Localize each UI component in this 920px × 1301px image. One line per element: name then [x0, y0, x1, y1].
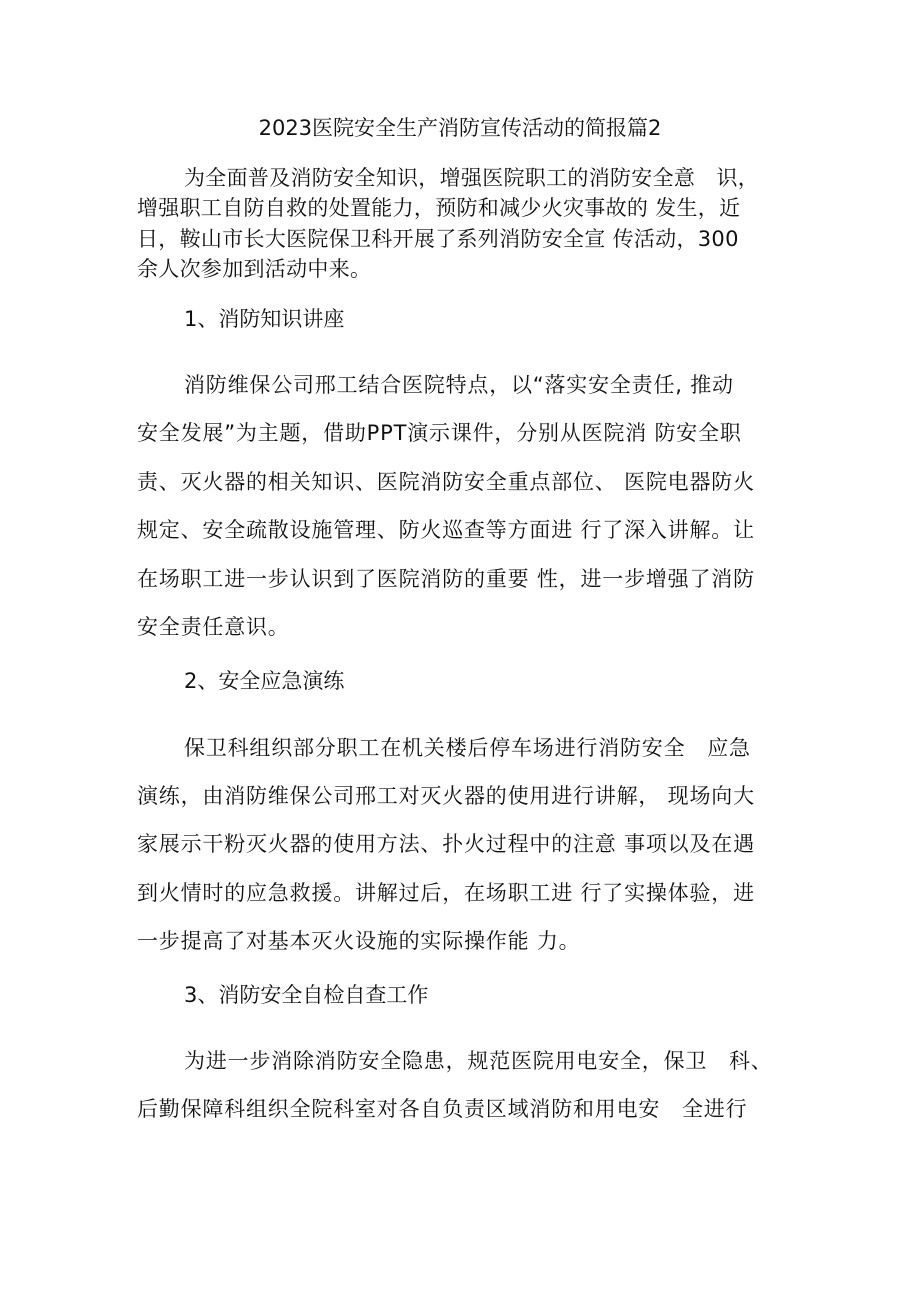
paragraph-line: 保卫科组织部分职工在机关楼后停车场进行消防安全 应急 — [184, 736, 751, 760]
paragraph-line: 日，鞍山市长大医院保卫科开展了系列消防安全宣 传活动，300 — [137, 227, 739, 251]
section-heading-3: 3、消防安全自检自查工作 — [184, 983, 429, 1007]
paragraph-line: 安全责任意识。 — [137, 615, 290, 639]
paragraph-line: 为进一步消除消防安全隐患，规范医院用电安全，保卫 科、 — [184, 1049, 773, 1073]
section-heading-2: 2、安全应急演练 — [184, 669, 345, 693]
paragraph-line: 为全面普及消防安全知识，增强医院职工的消防安全意 识， — [184, 166, 760, 190]
paragraph-line: 增强职工自防自救的处置能力，预防和减少火灾事故的 发生，近 — [137, 196, 741, 220]
paragraph-line: 一步提高了对基本灭火设施的实际操作能 力。 — [137, 929, 581, 953]
paragraph-line: 余人次参加到活动中来。 — [137, 257, 372, 281]
paragraph-line: 后勤保障科组织全院科室对各自负责区域消防和用电安 全进行 — [137, 1097, 748, 1121]
document-title: 2023医院安全生产消防宣传活动的简报篇2 — [258, 116, 662, 140]
section-heading-1: 1、消防知识讲座 — [184, 307, 345, 331]
paragraph-line: 安全发展”为主题，借助PPT演示课件，分别从医院消 防安全职 — [137, 421, 742, 445]
paragraph-line: 演练，由消防维保公司邢工对灭火器的使用进行讲解， 现场向大 — [137, 784, 755, 808]
paragraph-line: 家展示干粉灭火器的使用方法、扑火过程中的注意 事项以及在遇 — [137, 832, 755, 856]
paragraph-line: 到火情时的应急救援。讲解过后，在场职工进 行了实操体验，进 — [137, 881, 755, 905]
paragraph-line: 在场职工进一步认识到了医院消防的重要 性，进一步增强了消防 — [137, 567, 755, 591]
paragraph-line: 规定、安全疏散设施管理、防火巡查等方面进 行了深入讲解。让 — [137, 518, 755, 542]
paragraph-line: 消防维保公司邢工结合医院特点，以“落实安全责任, 推动 — [184, 373, 734, 397]
paragraph-line: 责、灭火器的相关知识、医院消防安全重点部位、 医院电器防火 — [137, 470, 755, 494]
